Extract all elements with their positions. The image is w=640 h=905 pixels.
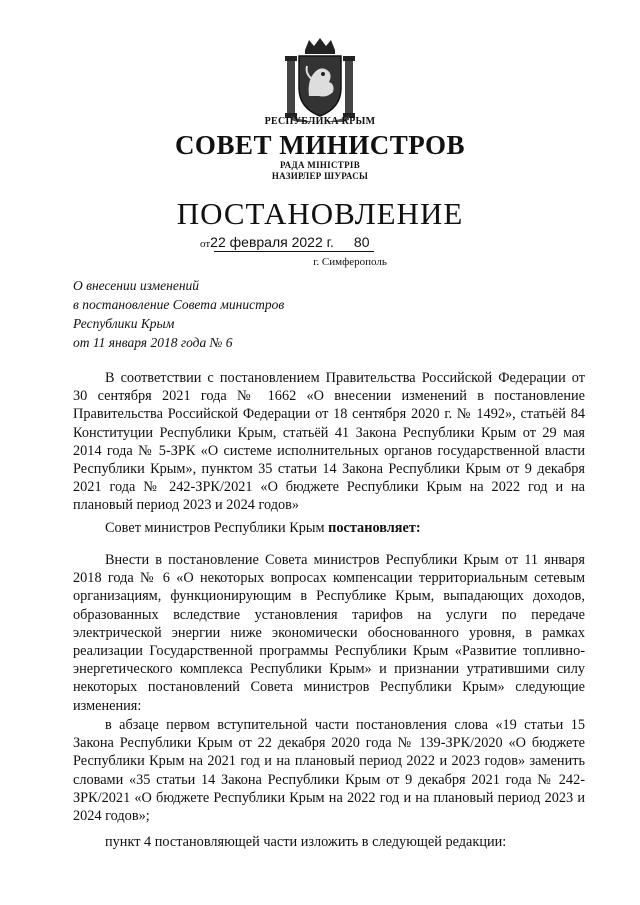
paragraph-first-change: в абзаце первом вступительной части постановления слова «19 статьи 15 Закона Республики Крым от 22 декабря 2020 года № 139-ЗРК/2020 «О бюджете Республики Крым на 2021 год и на плановый период 2022 и 2023 годов» заменить словами «35 статьи 14 Закона Республики Крым от 9 декабря 2021 года № 242-ЗРК/2021 «О бюджете Республики Крым на 2022 год и на плановый период 2023 и 2024 годов»; xyxy=(73,717,585,825)
paragraph-second-change: пункт 4 постановляющей части изложить в следующей редакции: xyxy=(105,834,507,850)
resolves-text: Совет министров Республики Крым xyxy=(105,520,329,536)
council-name-crimean-tatar: НАЗИРЛЕР ШУРАСЫ xyxy=(271,171,369,181)
date-underline xyxy=(214,251,374,252)
coat-of-arms-icon xyxy=(283,36,357,122)
paragraph-amendment: Внести в постановление Совета министров Республики Крым от 11 января 2018 года № 6 «О некоторых вопросах компенсации территориальным сетевым организациям, функционирующим в Республике Крым, выпадающих доходов, образованных вследствие установления тарифов на услуги по передаче электрической энергии ниже экономически обоснованного уровня, в рамках реализации Государственной программы Республики Крым «Развитие топливно-энергетического комплекса Республики Крым» и признании утратившими силу некоторых постановлений Совета министров Республики Крым» следующие изменения: xyxy=(73,552,585,714)
council-name-ukrainian: РАДА МІНІСТРІВ xyxy=(280,160,360,170)
date-prefix: от xyxy=(200,238,211,250)
paragraph-resolves xyxy=(73,519,585,537)
subject-line: О внесении изменений xyxy=(73,278,200,293)
subject-line: в постановление Совета министров xyxy=(73,297,285,312)
document-subject xyxy=(73,276,284,352)
document-date: 22 февраля 2022 г. xyxy=(210,234,334,250)
republic-name: РЕСПУБЛИКА КРЫМ xyxy=(264,116,376,127)
subject-line: от 11 января 2018 года № 6 xyxy=(73,335,233,350)
subject-line: Республики Крым xyxy=(73,316,175,331)
document-title: ПОСТАНОВЛЕНИЕ xyxy=(176,196,464,231)
paragraph-basis: В соответствии с постановлением Правительства Российской Федерации от 30 сентября 2021 года № 1662 «О внесении изменений в постановление Правительства Российской Федерации от 18 сентября 2020 г. № 1492», статьёй 84 Конституции Республики Крым, статьёй 41 Закона Республики Крым от 29 мая 2014 года № 5-ЗРК «О системе исполнительных органов государственной власти Республики Крым», пунктом 35 статьи 14 Закона Республики Крым от 9 декабря 2021 года № 242-ЗРК/2021 «О бюджете Республики Крым на 2022 год и на плановый период 2023 и 2024 годов» xyxy=(73,370,585,514)
document-number: 80 xyxy=(353,234,370,250)
document-city: г. Симферополь xyxy=(313,256,387,268)
resolves-keyword: постановляет: xyxy=(328,520,421,536)
document-date-line xyxy=(200,234,430,251)
council-name: СОВЕТ МИНИСТРОВ xyxy=(174,130,466,160)
